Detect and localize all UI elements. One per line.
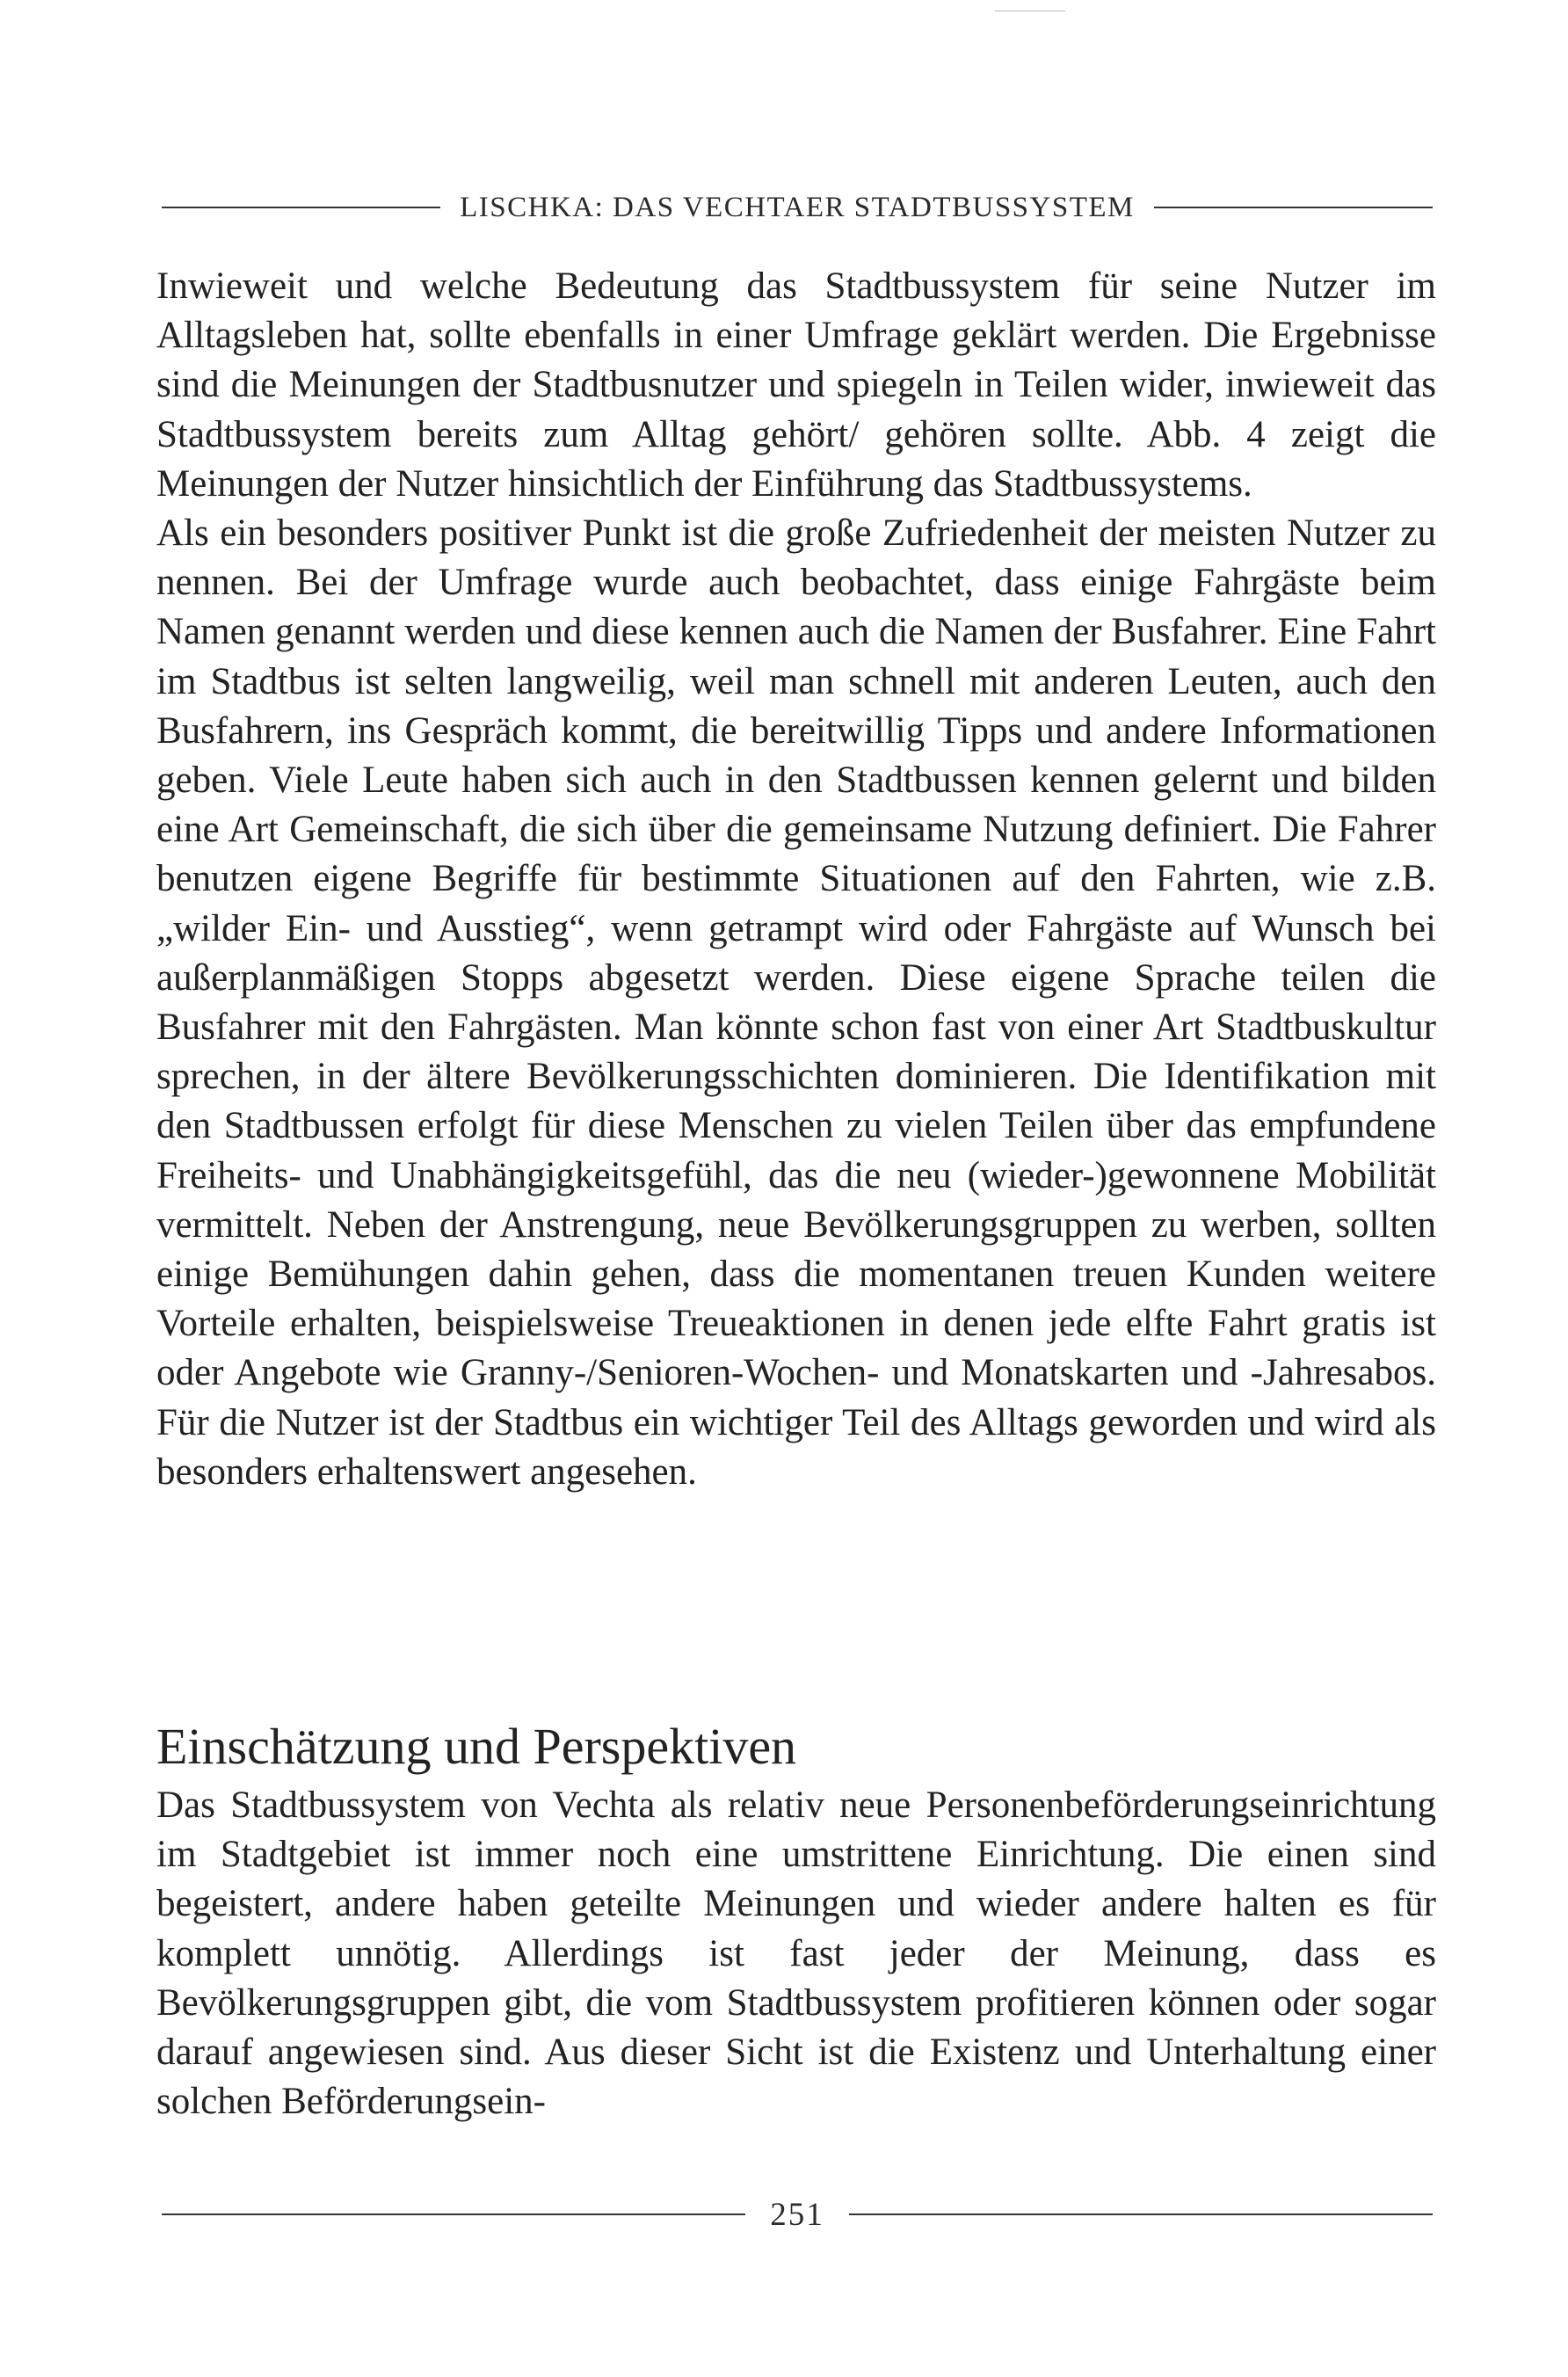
body-text-upper xyxy=(156,262,1436,1497)
footer-rule-right xyxy=(849,2213,1433,2215)
header-rule-left xyxy=(162,207,440,208)
page-footer xyxy=(162,2192,1433,2236)
paragraph-3: Das Stadtbussystem von Vechta als relativ neue Personenbeförderungseinrichtung im Stadtgebiet ist immer noch eine umstrittene Einrichtung. Die einen sind begeistert, andere haben geteilte Meinungen und wieder andere halten es für komplett unnötig. Allerdings ist fast jeder der Meinung, dass es Bevölkerungsgruppen gibt, die vom Stadtbussystem profitieren können oder sogar darauf angewiesen sind. Aus dieser Sicht ist die Existenz und Unterhaltung einer solchen Beförderungsein- xyxy=(156,1785,1436,2123)
body-text-lower xyxy=(156,1781,1436,2126)
running-title: LISCHKA: DAS VECHTAER STADTBUSSYSTEM xyxy=(460,191,1135,223)
section-heading: Einschätzung und Perspektiven xyxy=(156,1718,797,1775)
header-rule-right xyxy=(1154,207,1433,208)
running-header xyxy=(162,186,1433,229)
paragraph-1: Inwieweit und welche Bedeutung das Stadtbussystem für seine Nutzer im Alltagsleben hat, sollte ebenfalls in einer Umfrage geklärt werden. Die Ergebnisse sind die Meinungen der Stadtbusnutzer und spiegeln in Teilen wider, inwieweit das Stadtbussystem bereits zum Alltag gehört/ gehören sollte. Abb. 4 zeigt die Meinungen der Nutzer hinsichtlich der Einführung das Stadtbussystems. xyxy=(156,265,1436,505)
paragraph-2: Als ein besonders positiver Punkt ist die große Zufriedenheit der meisten Nutzer zu nennen. Bei der Umfrage wurde auch beobachtet, dass einige Fahrgäste beim Namen genannt werden und diese kennen auch die Namen der Busfahrer. Eine Fahrt im Stadtbus ist selten langweilig, weil man schnell mit anderen Leuten, auch den Busfahrern, ins Gespräch kommt, die bereitwillig Tipps und andere Informationen geben. Viele Leute haben sich auch in den Stadtbussen kennen gelernt und bilden eine Art Gemeinschaft, die sich über die gemeinsame Nutzung definiert. Die Fahrer benutzen eigene Begriffe für bestimmte Situationen auf den Fahrten, wie z.B. „wilder Ein- und Ausstieg“, wenn getrampt wird oder Fahrgäste auf Wunsch bei außerplanmäßigen Stopps abgesetzt werden. Diese eigene Sprache teilen die Busfahrer mit den Fahrgästen. Man könnte schon fast von einer Art Stadtbuskultur sprechen, in der ältere Bevölkerungsschichten dominieren. Die Identifikation mit den Stadtbussen erfolgt für diese Menschen zu vielen Teilen über das empfundene Freiheits- und Unabhängigkeitsgefühl, das die neu (wieder-)gewonnene Mobilität vermittelt. Neben der Anstrengung, neue Bevölkerungsgruppen zu werben, sollten einige Bemühungen dahin gehen, dass die momentanen treuen Kunden weitere Vorteile erhalten, beispielsweise Treueaktionen in denen jede elfte Fahrt gratis ist oder Angebote wie Granny-/Senioren-Wochen- und Monatskarten und -Jahresabos. Für die Nutzer ist der Stadtbus ein wichtiger Teil des Alltags geworden und wird als besonders erhaltenswert angesehen. xyxy=(156,512,1436,1493)
footer-rule-left xyxy=(162,2213,745,2215)
page-number: 251 xyxy=(770,2196,824,2233)
